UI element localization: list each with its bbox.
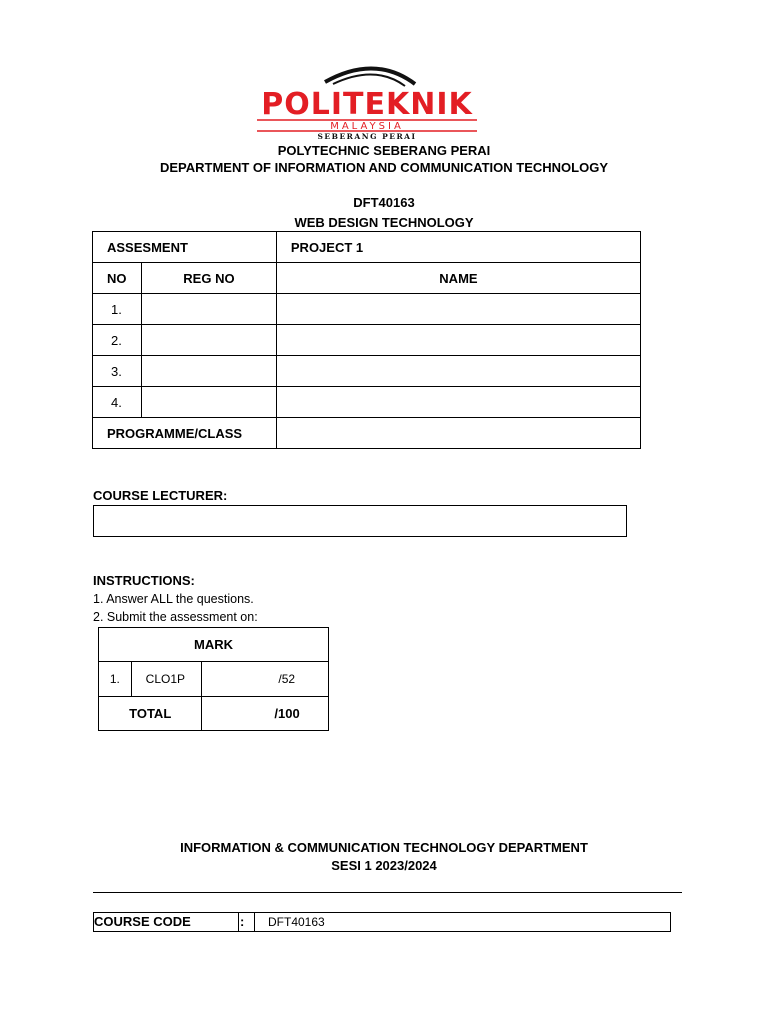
clo-score[interactable]: /52 (202, 662, 329, 697)
table-row (93, 356, 641, 387)
department-name: DEPARTMENT OF INFORMATION AND COMMUNICATION TECHNOLOGY (160, 160, 608, 175)
mark-row (99, 662, 329, 697)
row-number: 4. (93, 387, 142, 418)
mark-title-row (99, 628, 329, 662)
programme-row (93, 418, 641, 449)
programme-value[interactable] (276, 418, 640, 449)
col-reg-header: REG NO (141, 263, 276, 294)
course-lecturer-label: COURSE LECTURER: (93, 488, 228, 503)
instruction-item: 2. Submit the assessment on: (93, 610, 258, 624)
col-no-header: NO (93, 263, 142, 294)
politeknik-logo (255, 62, 480, 140)
name-cell[interactable] (276, 356, 640, 387)
reg-no-cell[interactable] (141, 387, 276, 418)
footer-divider (93, 892, 682, 893)
assessment-label: ASSESMENT (93, 232, 277, 263)
mark-title: MARK (99, 628, 329, 662)
total-value[interactable]: /100 (202, 697, 329, 731)
footer-department: INFORMATION & COMMUNICATION TECHNOLOGY DEPARTMENT (180, 840, 588, 855)
row-number: 2. (93, 325, 142, 356)
instruction-item: 1. Answer ALL the questions. (93, 592, 254, 606)
reg-no-cell[interactable] (141, 325, 276, 356)
assessment-value: PROJECT 1 (276, 232, 640, 263)
row-number: 1. (93, 294, 142, 325)
politeknik-logo-graphic (255, 62, 480, 140)
assessment-row (93, 232, 641, 263)
reg-no-cell[interactable] (141, 356, 276, 387)
name-cell[interactable] (276, 387, 640, 418)
total-label: TOTAL (99, 697, 202, 731)
logo-country: MALAYSIA (330, 121, 404, 132)
logo-wordmark: POLITEKNIK (261, 87, 473, 122)
row-number: 3. (93, 356, 142, 387)
course-code-colon: : (240, 914, 245, 929)
cell-divider (254, 913, 255, 931)
name-cell[interactable] (276, 325, 640, 356)
course-lecturer-field[interactable] (93, 505, 627, 537)
table-row (93, 294, 641, 325)
col-name-header: NAME (276, 263, 640, 294)
course-code-value: DFT40163 (268, 915, 325, 929)
mark-table (98, 627, 329, 731)
table-row (93, 387, 641, 418)
assessment-table (92, 231, 641, 449)
name-cell[interactable] (276, 294, 640, 325)
course-code-label: COURSE CODE (94, 914, 191, 929)
cell-divider (238, 913, 239, 931)
course-name-heading: WEB DESIGN TECHNOLOGY (294, 215, 474, 230)
institution-name: POLYTECHNIC SEBERANG PERAI (277, 143, 491, 158)
total-row (99, 697, 329, 731)
course-code-heading: DFT40163 (353, 195, 415, 210)
table-row (93, 325, 641, 356)
table-header-row (93, 263, 641, 294)
reg-no-cell[interactable] (141, 294, 276, 325)
course-code-row (93, 912, 671, 932)
logo-campus: SEBERANG PERAI (317, 132, 417, 140)
instructions-title: INSTRUCTIONS: (93, 573, 195, 588)
clo-label: CLO1P (131, 662, 202, 697)
footer-session: SESI 1 2023/2024 (331, 858, 437, 873)
mark-row-number: 1. (99, 662, 132, 697)
programme-label: PROGRAMME/CLASS (93, 418, 277, 449)
